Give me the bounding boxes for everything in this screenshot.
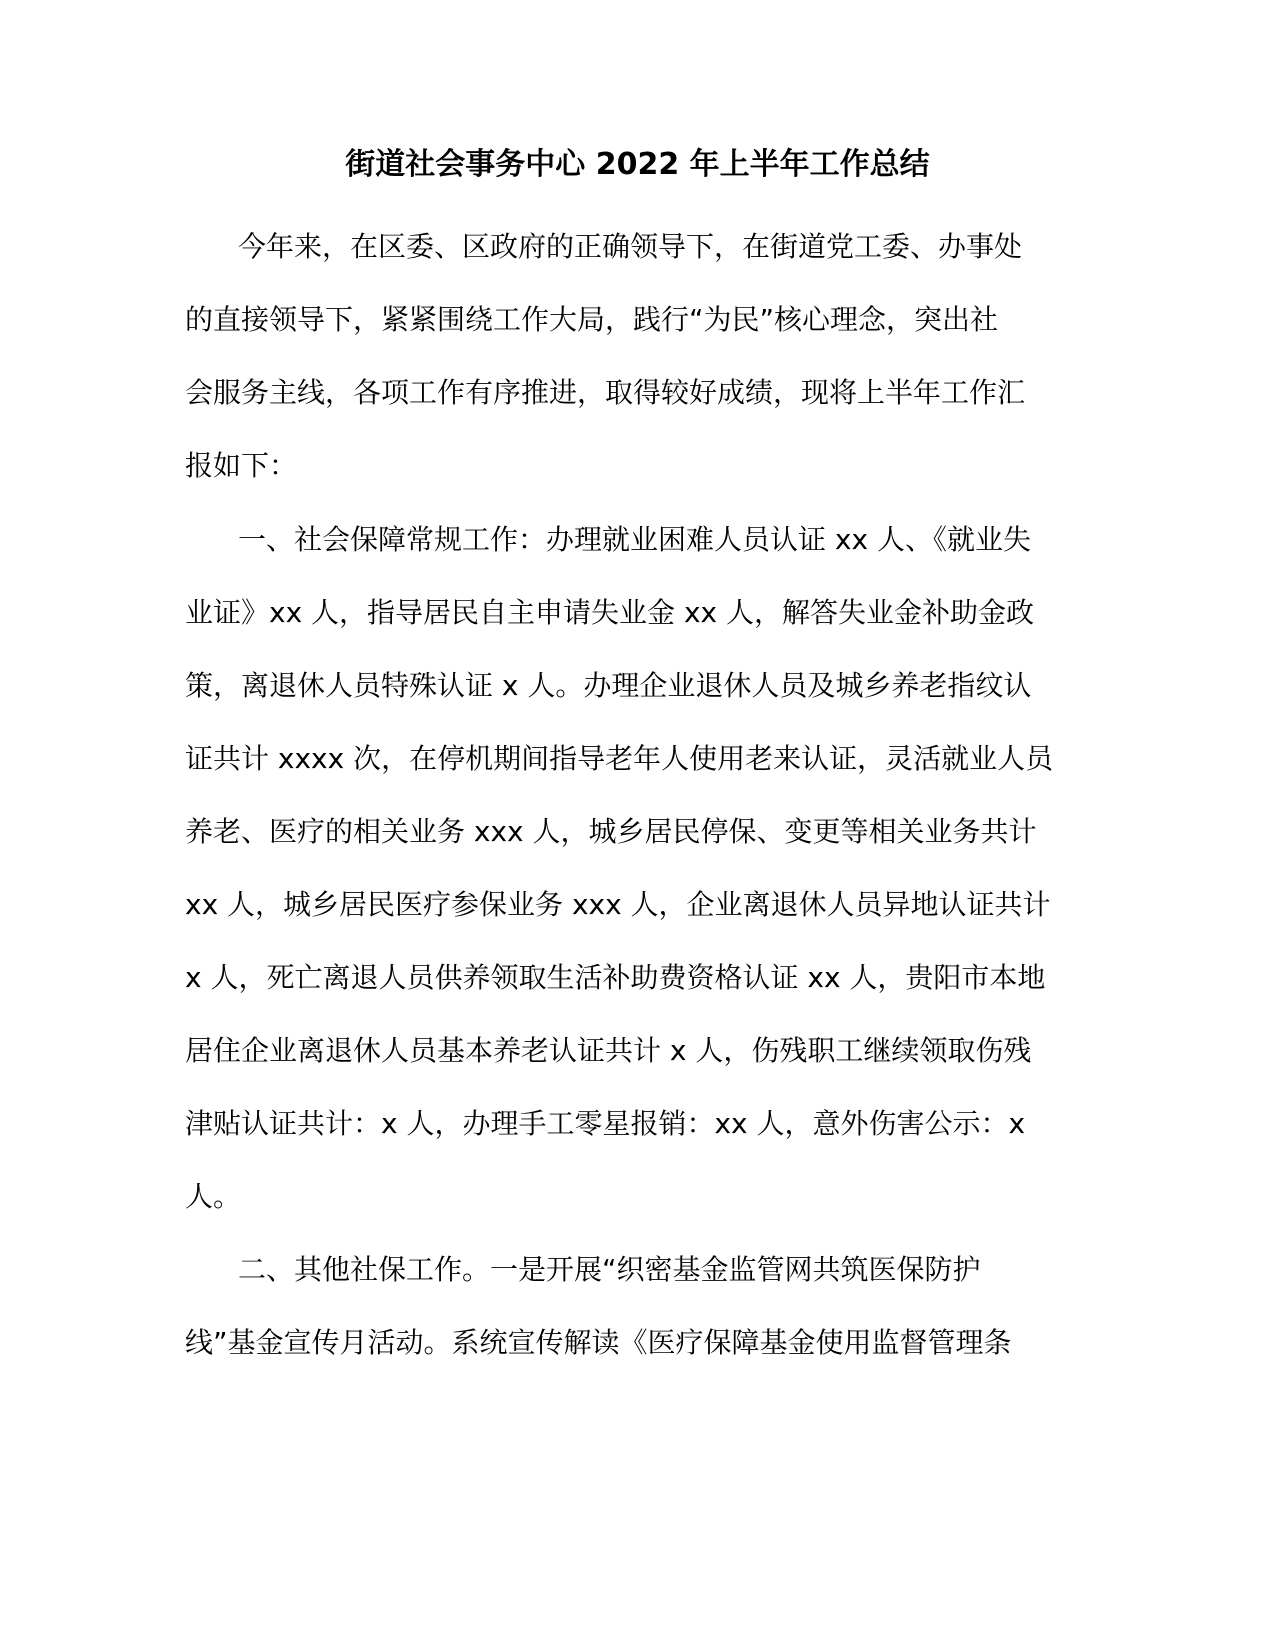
paragraph-line: 的直接领导下，紧紧围绕工作大局，践行“为民”核心理念，突出社 bbox=[185, 303, 999, 336]
paragraph-line: x 人，死亡离退人员供养领取生活补助费资格认证 xx 人，贵阳市本地 bbox=[185, 961, 1046, 994]
paragraph-line: 线”基金宣传月活动。系统宣传解读《医疗保障基金使用监督管理条 bbox=[185, 1326, 1012, 1359]
paragraph-line: 报如下： bbox=[185, 449, 298, 482]
paragraph-line: 一、社会保障常规工作：办理就业困难人员认证 xx 人、《就业失 bbox=[238, 523, 1031, 556]
paragraph-line: 今年来，在区委、区政府的正确领导下，在街道党工委、办事处 bbox=[238, 230, 1023, 263]
paragraph-line: 证共计 xxxx 次，在停机期间指导老年人使用老来认证，灵活就业人员 bbox=[185, 742, 1054, 775]
document-title: 街道社会事务中心 2022 年上半年工作总结 bbox=[345, 147, 930, 182]
paragraph-line: 津贴认证共计：x 人，办理手工零星报销：xx 人，意外伤害公示：x bbox=[185, 1107, 1026, 1140]
paragraph-line: xx 人，城乡居民医疗参保业务 xxx 人，企业离退休人员异地认证共计 bbox=[185, 888, 1051, 921]
paragraph-line: 二、其他社保工作。一是开展“织密基金监管网共筑医保防护 bbox=[238, 1253, 981, 1286]
paragraph-line: 养老、医疗的相关业务 xxx 人，城乡居民停保、变更等相关业务共计 bbox=[185, 815, 1037, 848]
paragraph-line: 会服务主线，各项工作有序推进，取得较好成绩，现将上半年工作汇 bbox=[185, 376, 1026, 409]
paragraph-line: 居住企业离退休人员基本养老认证共计 x 人，伤残职工继续领取伤残 bbox=[185, 1034, 1032, 1067]
paragraph-line: 人。 bbox=[185, 1180, 242, 1213]
paragraph-line: 业证》xx 人，指导居民自主申请失业金 xx 人，解答失业金补助金政 bbox=[185, 596, 1034, 629]
paragraph-line: 策，离退休人员特殊认证 x 人。办理企业退休人员及城乡养老指纹认 bbox=[185, 669, 1032, 702]
